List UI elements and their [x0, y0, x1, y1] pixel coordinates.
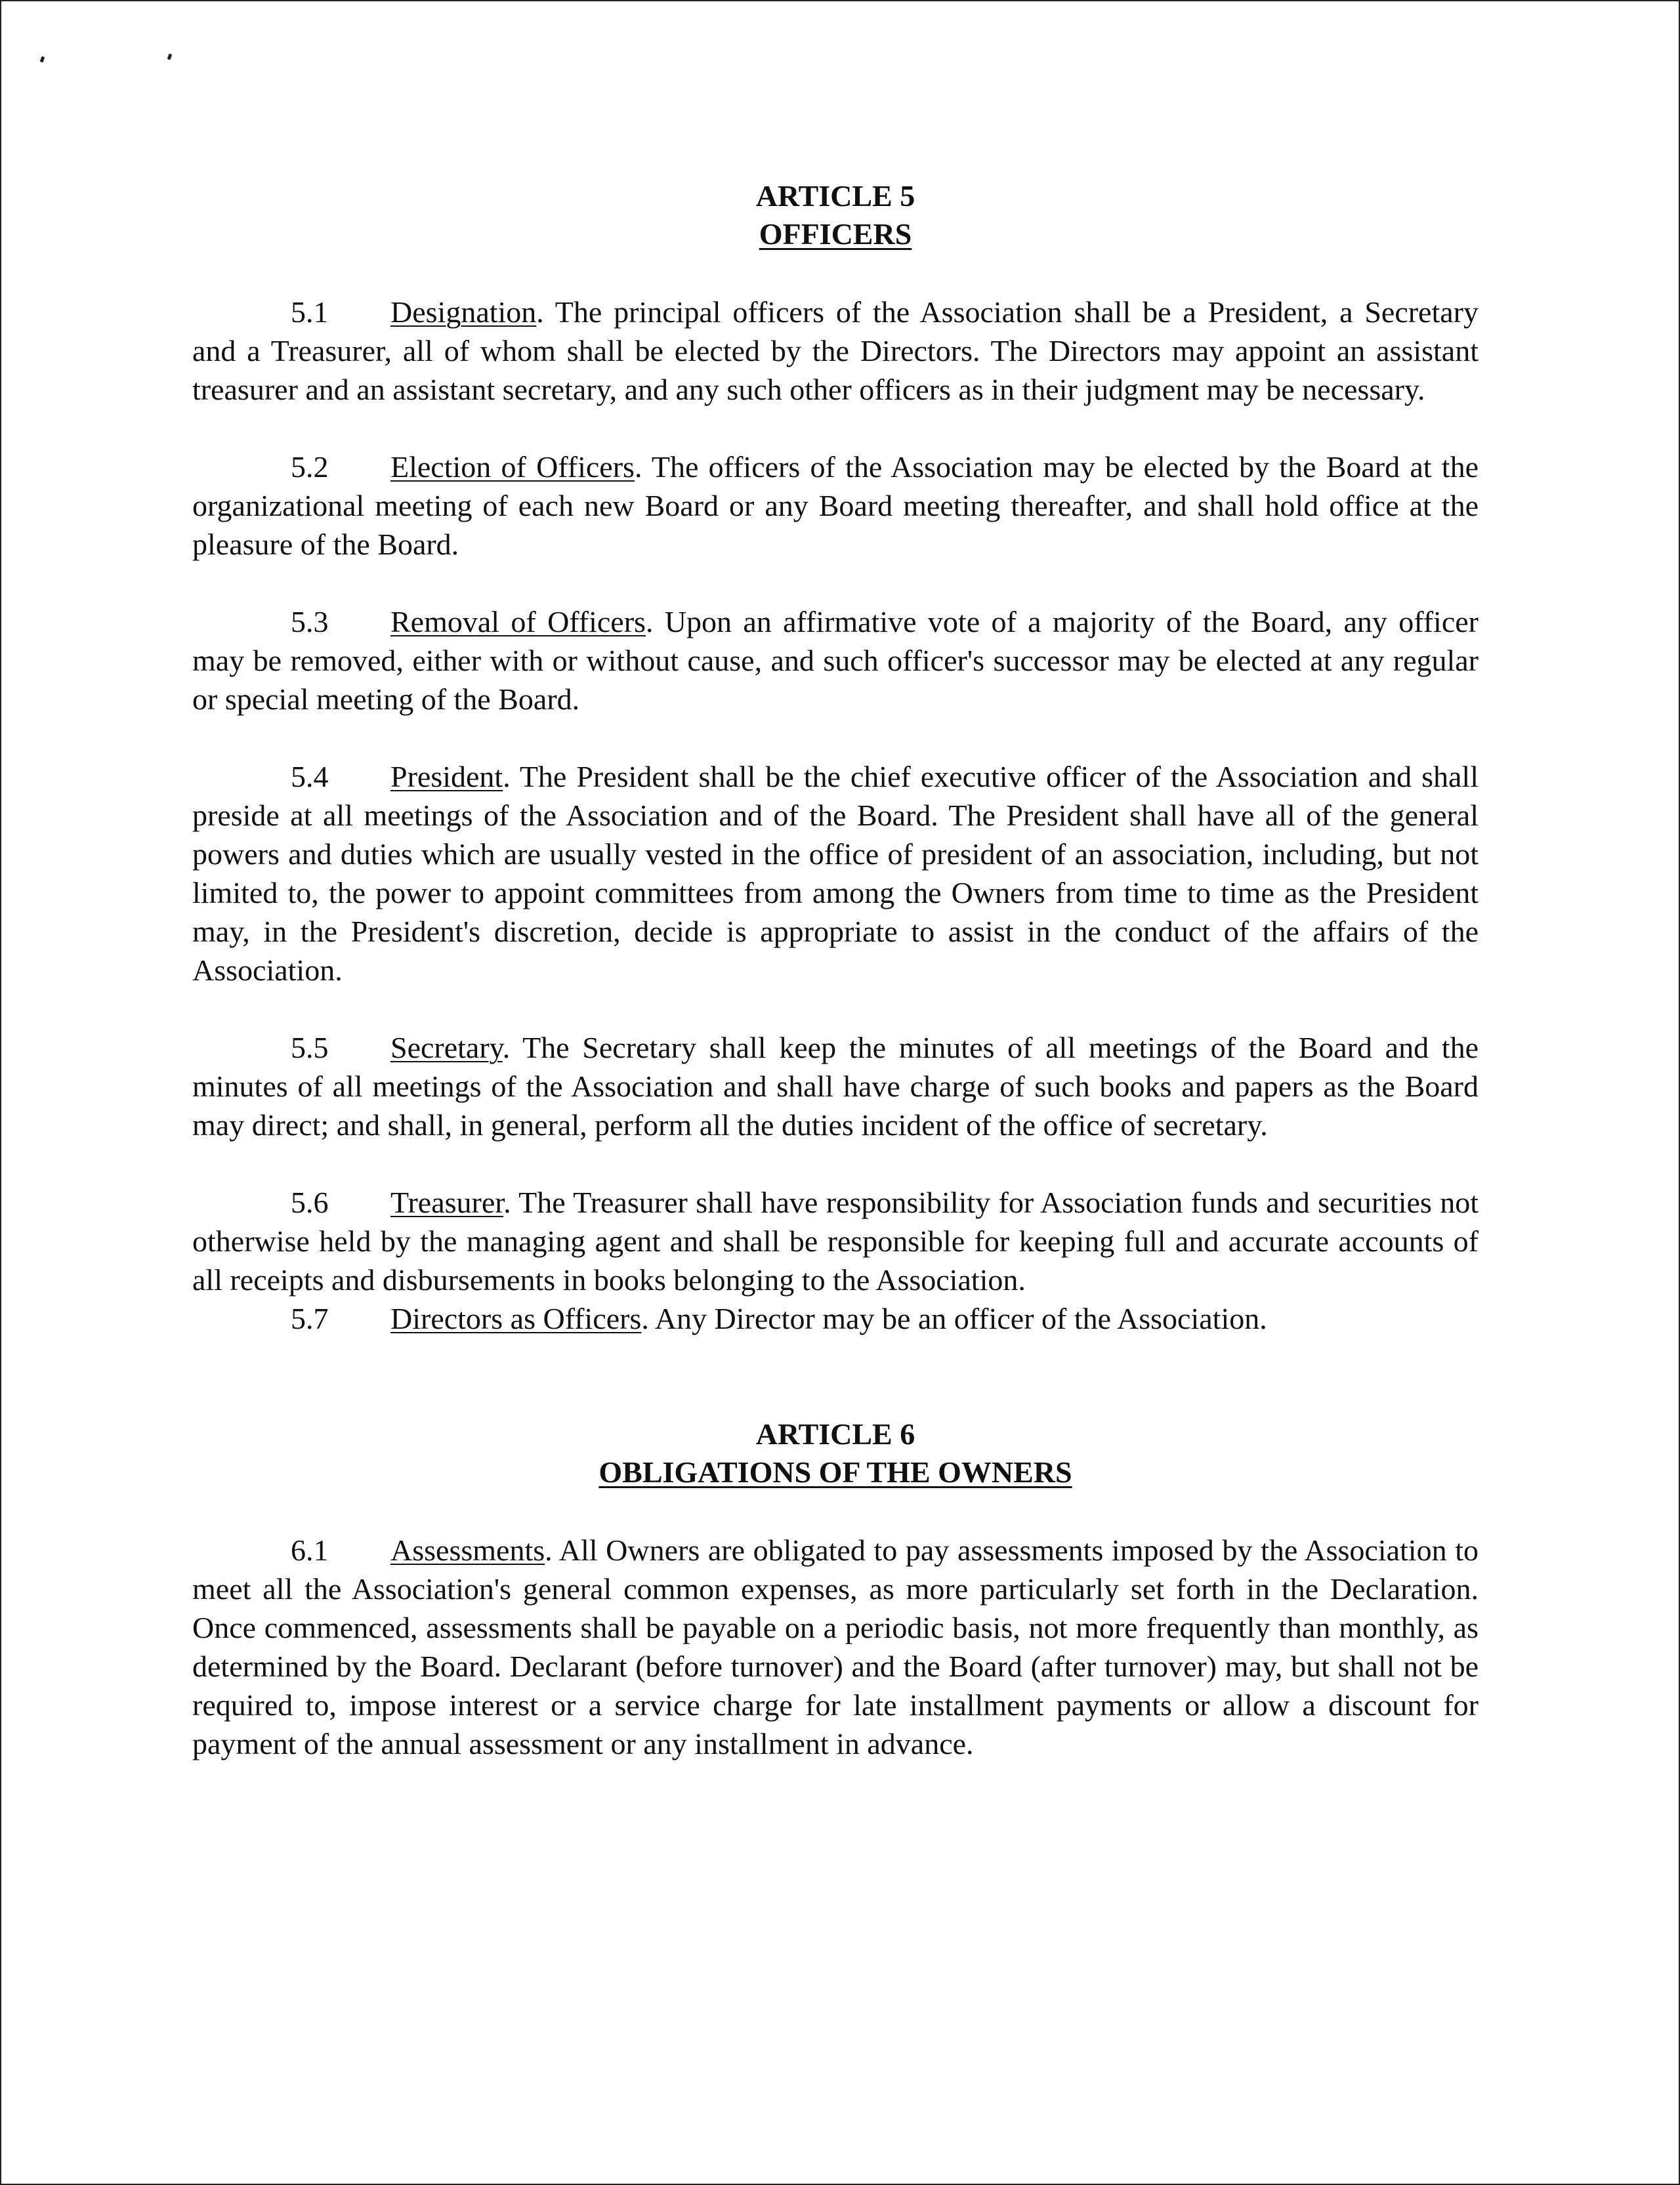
section-title: Election of Officers — [390, 450, 635, 484]
section-title: Assessments — [390, 1533, 545, 1567]
section-title: Designation — [390, 295, 537, 329]
article-6-label: ARTICLE 6 — [755, 1417, 915, 1451]
article-6-heading — [192, 1415, 1479, 1491]
section-text: . The Secretary shall keep the minutes of all meetings of the Board and the minutes of all meetings of the Association and shall have charge of such books and papers as the Board may direct; and shall, in general, perform all the duties incident of the office of secretary. — [192, 1031, 1479, 1142]
section-number: 6.1 — [291, 1533, 329, 1567]
section-text: . The principal officers of the Association shall be a President, a Secretary and a Treasurer, all of whom shall be elected by the Directors. The Directors may appoint an assistant treasurer and an assistant secretary, and any such other officers as in their judgment may be necessary. — [192, 295, 1479, 406]
section-number: 5.7 — [291, 1302, 329, 1335]
article-5-label: ARTICLE 5 — [755, 179, 915, 213]
section-text: . The President shall be the chief executive officer of the Association and shall preside at all meetings of the Association and of the Board. The President shall have all of the general powers and duties which are usually vested in the office of president of an association, including, but not limited to, the power to appoint committees from among the Owners from time to time as the President may, in the President's discretion, decide is appropriate to assist in the conduct of the affairs of the Association. — [192, 760, 1479, 987]
document-body — [192, 177, 1479, 1763]
section-text: . Upon an affirmative vote of a majority of the Board, any officer may be removed, either with or without cause, and such officer's successor may be elected at any regular or special meeting of the Board. — [192, 605, 1479, 716]
article-5-title: OFFICERS — [759, 217, 912, 251]
section-5-7 — [192, 1299, 1479, 1338]
section-5-4 — [192, 757, 1479, 989]
article-6-title: OBLIGATIONS OF THE OWNERS — [598, 1455, 1072, 1489]
section-5-5 — [192, 1028, 1479, 1144]
section-text: . The officers of the Association may be elected by the Board at the organizational meeting of each new Board or any Board meeting thereafter, and shall hold office at the pleasure of the Board. — [192, 450, 1479, 561]
section-6-1 — [192, 1531, 1479, 1763]
section-title: President — [390, 760, 503, 793]
article-5-heading — [192, 177, 1479, 253]
section-5-2 — [192, 447, 1479, 564]
section-title: Removal of Officers — [390, 605, 646, 638]
section-text: . Any Director may be an officer of the Association. — [641, 1302, 1267, 1335]
section-number: 5.4 — [291, 760, 329, 793]
section-number: 5.1 — [291, 295, 329, 329]
section-5-3 — [192, 602, 1479, 718]
section-number: 5.2 — [291, 450, 329, 484]
section-title: Directors as Officers — [390, 1302, 642, 1335]
section-number: 5.5 — [291, 1031, 329, 1064]
section-title: Treasurer — [390, 1186, 504, 1219]
section-text: . All Owners are obligated to pay assessments imposed by the Association to meet all the Association's general common expenses, as more particularly set forth in the Declaration. Once commenced, assessments shall be payable on a periodic basis, not more frequently than monthly, as determined by the Board. Declarant (before turnover) and the Board (after turnover) may, but shall not be required to, impose interest or a service charge for late installment payments or allow a discount for payment of the annual assessment or any installment in advance. — [192, 1533, 1479, 1760]
section-number: 5.3 — [291, 605, 329, 638]
section-5-6 — [192, 1183, 1479, 1299]
section-5-1 — [192, 293, 1479, 409]
section-number: 5.6 — [291, 1186, 329, 1219]
section-title: Secretary — [390, 1031, 503, 1064]
section-text: . The Treasurer shall have responsibility for Association funds and securities not otherwise held by the managing agent and shall be responsible for keeping full and accurate accounts of all receipts and disbursements in books belonging to the Association. — [192, 1186, 1479, 1297]
